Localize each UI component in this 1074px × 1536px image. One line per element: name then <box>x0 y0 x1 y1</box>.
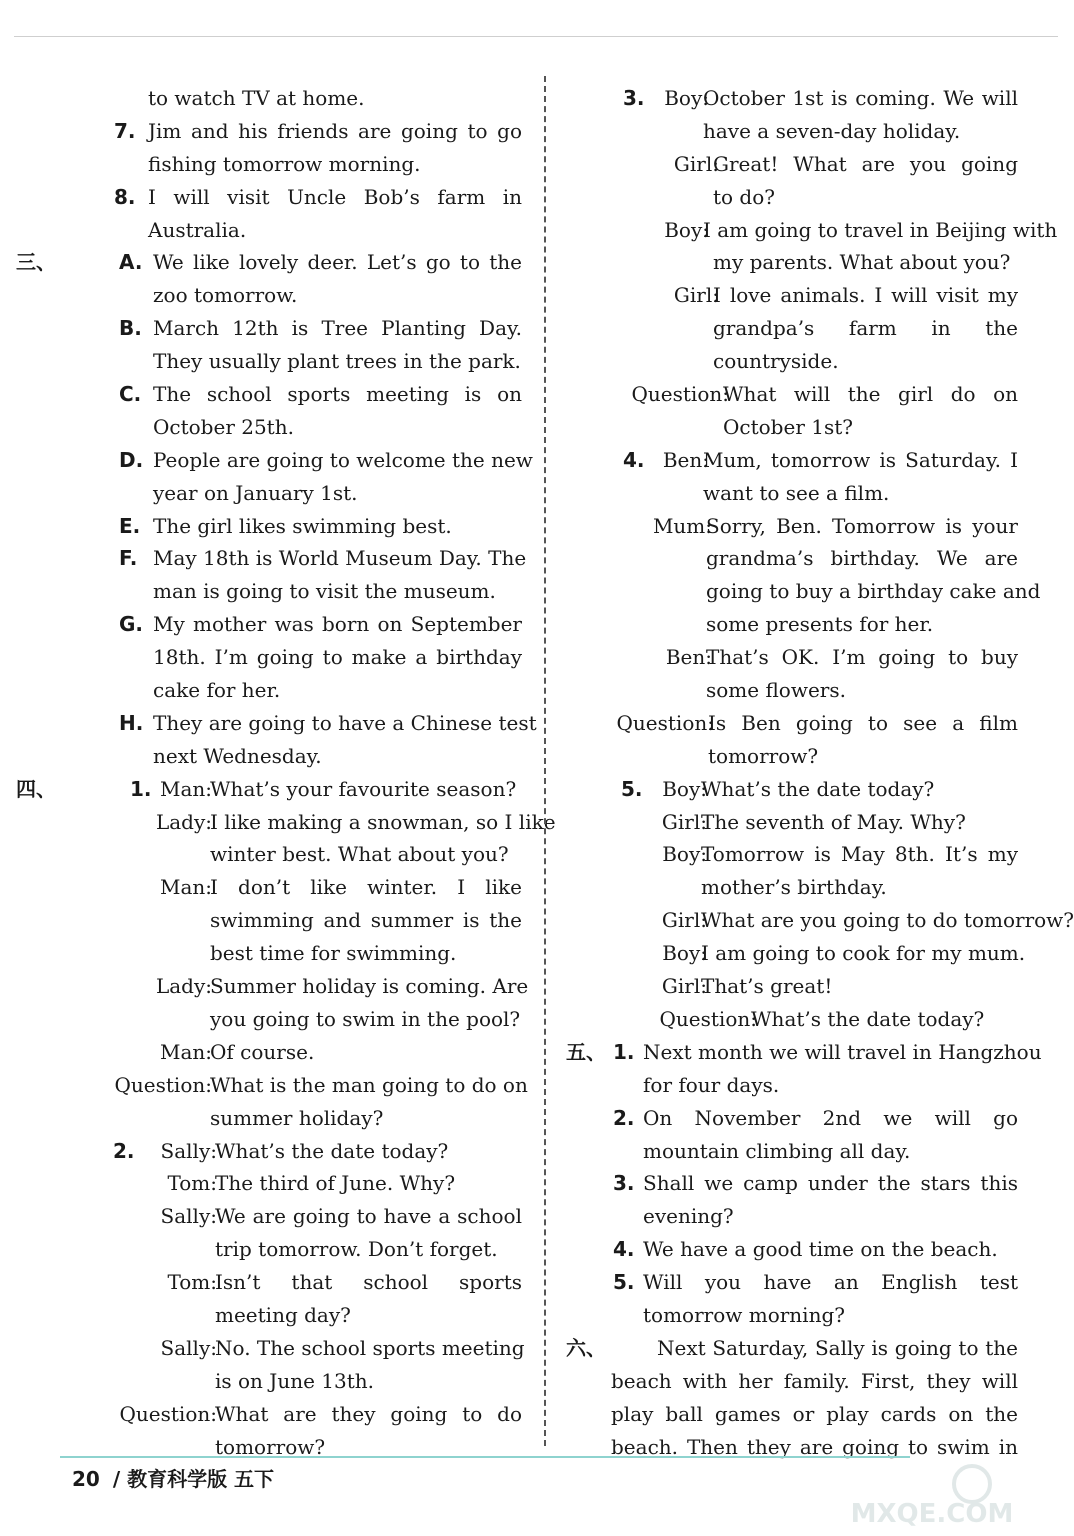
text-line <box>560 1299 1030 1332</box>
text-line <box>60 181 530 214</box>
footer-rule <box>60 1456 910 1458</box>
page-footer <box>72 1463 274 1492</box>
item-number: G. <box>119 612 144 637</box>
text-line <box>560 674 1030 707</box>
line-text: next Wednesday. <box>153 743 322 768</box>
line-text: grandma’s birthday. We are <box>706 546 1018 571</box>
line-text: mother’s birthday. <box>701 875 887 900</box>
item-number: 2. <box>113 1138 135 1163</box>
line-text: beach with her family. First, they will <box>611 1368 1018 1393</box>
text-line <box>560 1036 1042 1069</box>
line-text: swimming and summer is the <box>210 908 522 933</box>
line-text: Of course. <box>210 1039 315 1064</box>
line-text: 18th. I’m going to make a birthday <box>153 645 522 670</box>
line-text: People are going to welcome the new <box>153 447 533 472</box>
text-line <box>560 1003 1030 1036</box>
speaker-label: Ben: <box>662 447 709 472</box>
line-text: We like lovely deer. Let’s go to the <box>153 250 522 275</box>
line-text: We have a good time on the beach. <box>643 1237 998 1262</box>
text-line <box>560 246 1030 279</box>
text-line <box>560 411 1030 444</box>
text-line <box>60 740 530 773</box>
text-line <box>60 378 530 411</box>
text-line <box>560 477 1030 510</box>
text-line <box>560 608 1030 641</box>
line-text: going to buy a birthday cake and <box>706 579 1041 604</box>
line-text: cake for her. <box>153 678 281 703</box>
text-line <box>60 1069 530 1102</box>
line-text: May 18th is World Museum Day. The <box>153 546 527 571</box>
text-line <box>560 1135 1030 1168</box>
text-line <box>560 1069 1030 1102</box>
line-text: some presents for her. <box>706 612 934 637</box>
text-line <box>60 937 530 970</box>
watermark-text: MXQE.COM <box>850 1499 1014 1529</box>
text-line <box>560 1431 1030 1464</box>
line-text: I like making a snowman, so I like <box>210 809 556 834</box>
speaker-label: Boy: <box>664 86 709 110</box>
line-text: zoo tomorrow. <box>153 283 298 308</box>
speaker-label: Man: <box>159 776 212 801</box>
line-text: tomorrow morning? <box>643 1302 845 1327</box>
text-line <box>560 181 1030 214</box>
text-line <box>560 970 1030 1003</box>
line-text: winter best. What about you? <box>210 842 509 867</box>
right-column <box>560 82 1074 1463</box>
text-line <box>60 1398 530 1431</box>
line-text: some flowers. <box>706 678 846 703</box>
line-text: That’s great! <box>701 974 833 999</box>
speaker-label: Boy: <box>662 941 707 966</box>
text-line <box>60 838 530 871</box>
line-text: Next month we will travel in Hangzhou <box>643 1039 1042 1064</box>
text-line <box>60 707 537 740</box>
text-line <box>560 1233 1030 1266</box>
line-text: man is going to visit the museum. <box>153 579 496 604</box>
line-text: countryside. <box>713 349 839 374</box>
text-line <box>60 510 530 543</box>
text-line <box>60 1003 530 1036</box>
line-text: October 1st? <box>723 414 853 439</box>
text-line <box>60 1233 530 1266</box>
line-text: That’s OK. I’m going to buy <box>706 645 1018 670</box>
item-number: 5. <box>621 776 643 801</box>
text-line <box>560 904 1074 937</box>
text-line <box>560 82 1030 115</box>
text-line <box>60 1167 530 1200</box>
line-text: What is the man going to do on <box>210 1072 528 1097</box>
line-text: Will you have an English test <box>643 1270 1018 1295</box>
text-line <box>16 773 530 806</box>
line-text: mountain climbing all day. <box>643 1138 911 1163</box>
speaker-label: Tom: <box>167 1171 217 1196</box>
text-line <box>60 444 533 477</box>
text-line <box>60 1431 530 1464</box>
item-number: 1. <box>130 776 152 801</box>
speaker-label: Lady: <box>155 809 212 834</box>
text-line <box>60 871 530 904</box>
line-text: fishing tomorrow morning. <box>148 151 421 176</box>
text-line <box>560 1365 1030 1398</box>
line-text: Is Ben going to see a film <box>708 710 1018 735</box>
section-marker: 六、 <box>566 1335 606 1360</box>
line-text: My mother was born on September <box>153 612 522 637</box>
item-number: 1. <box>613 1039 635 1064</box>
text-line <box>560 214 1058 247</box>
speaker-label: Girl: <box>661 809 707 834</box>
column-divider <box>544 76 546 1446</box>
line-text: evening? <box>643 1204 734 1229</box>
text-line <box>60 411 530 444</box>
section-marker: 五、 <box>566 1039 606 1064</box>
line-text: I will visit Uncle Bob’s farm in <box>148 184 522 209</box>
line-text: tomorrow? <box>708 743 819 768</box>
line-text: want to see a film. <box>703 480 890 505</box>
line-text: The school sports meeting is on <box>153 382 522 407</box>
line-text: October 1st is coming. We will <box>703 86 1018 110</box>
item-number: F. <box>119 546 138 571</box>
text-line <box>60 1200 530 1233</box>
text-line <box>60 477 530 510</box>
item-number: 3. <box>613 1171 635 1196</box>
text-line <box>560 838 1030 871</box>
text-line <box>60 1266 530 1299</box>
watermark-circle-icon <box>954 1466 990 1502</box>
speaker-label: Girl: <box>673 283 719 308</box>
line-text: What will the girl do on <box>723 382 1018 407</box>
text-line <box>560 444 1030 477</box>
line-text: Isn’t that school sports <box>215 1270 522 1295</box>
speaker-label: Question: <box>659 1006 757 1031</box>
item-number: 2. <box>613 1105 635 1130</box>
text-line <box>560 871 1030 904</box>
text-line <box>60 970 530 1003</box>
speaker-label: Sally: <box>160 1138 217 1163</box>
line-text: I don’t like winter. I like <box>210 875 522 900</box>
text-line <box>560 1167 1030 1200</box>
section-marker: 四、 <box>16 776 56 801</box>
text-line <box>60 82 530 115</box>
line-text: We are going to have a school <box>215 1204 522 1229</box>
line-text: What are they going to do <box>215 1401 522 1426</box>
text-line <box>560 148 1030 181</box>
text-line <box>560 115 1030 148</box>
text-line <box>60 148 530 181</box>
line-text: On November 2nd we will go <box>643 1105 1018 1130</box>
line-text: grandpa’s farm in the <box>713 316 1018 341</box>
text-line <box>60 1102 530 1135</box>
line-text: best time for swimming. <box>210 941 457 966</box>
line-text: I am going to cook for my mum. <box>701 941 1026 966</box>
text-line <box>60 1135 530 1168</box>
text-line <box>60 542 530 575</box>
line-text: Tomorrow is May 8th. It’s my <box>701 842 1018 867</box>
line-text: play ball games or play cards on the <box>611 1401 1018 1426</box>
speaker-label: Question: <box>114 1072 212 1097</box>
top-rule <box>14 36 1058 37</box>
line-text: Australia. <box>148 217 247 242</box>
line-text: year on January 1st. <box>153 480 358 505</box>
line-text: What’s the date today? <box>701 776 935 801</box>
text-line <box>60 115 530 148</box>
section-marker: 三、 <box>16 250 56 275</box>
speaker-label: Girl: <box>661 908 707 933</box>
line-text: to do? <box>713 184 776 209</box>
text-line <box>560 345 1030 378</box>
line-text: What are you going to do tomorrow? <box>701 908 1074 933</box>
text-line <box>560 542 1030 575</box>
line-text: Summer holiday is coming. Are <box>210 974 529 999</box>
text-line <box>560 312 1030 345</box>
item-number: 4. <box>613 1237 635 1262</box>
line-text: Mum, tomorrow is Saturday. I <box>703 447 1018 472</box>
speaker-label: Boy: <box>662 776 707 801</box>
line-text: What’s the date today? <box>215 1138 449 1163</box>
text-line <box>60 608 530 641</box>
text-line <box>560 510 1030 543</box>
item-number: B. <box>119 316 142 341</box>
line-text: for four days. <box>643 1072 780 1097</box>
text-line <box>560 1266 1030 1299</box>
text-line <box>560 279 1030 312</box>
line-text: What’s the date today? <box>751 1006 985 1031</box>
line-text: beach. Then they are going to swim in <box>611 1434 1018 1459</box>
text-line <box>560 1332 1030 1365</box>
text-line <box>560 773 1030 806</box>
edition-label: / 教育科学版 五下 <box>112 1467 275 1491</box>
line-text: They usually plant trees in the park. <box>153 349 521 374</box>
text-line <box>60 1036 530 1069</box>
item-number: 4. <box>623 447 645 472</box>
watermark-logo <box>832 1462 1032 1532</box>
speaker-label: Ben: <box>665 645 712 670</box>
line-text: I am going to travel in Beijing with <box>703 217 1058 242</box>
speaker-label: Lady: <box>155 974 212 999</box>
line-text: Great! What are you going <box>713 151 1018 176</box>
text-line <box>560 378 1030 411</box>
text-line <box>60 312 530 345</box>
text-line <box>60 1332 530 1365</box>
text-line <box>60 806 556 839</box>
text-line <box>60 345 530 378</box>
line-text: you going to swim in the pool? <box>210 1006 521 1031</box>
line-text: They are going to have a Chinese test <box>153 710 537 735</box>
line-text: October 25th. <box>153 414 294 439</box>
left-column <box>16 82 556 1463</box>
item-number: 8. <box>114 184 136 209</box>
speaker-label: Man: <box>159 875 212 900</box>
line-text: The seventh of May. Why? <box>701 809 966 834</box>
text-line <box>60 674 530 707</box>
text-line <box>16 246 530 279</box>
line-text: trip tomorrow. Don’t forget. <box>215 1237 498 1262</box>
item-number: 3. <box>623 86 645 110</box>
item-number: D. <box>119 447 144 472</box>
text-line <box>60 1299 530 1332</box>
speaker-label: Girl: <box>673 151 719 176</box>
line-text: Jim and his friends are going to go <box>148 118 522 143</box>
item-number: H. <box>119 710 144 735</box>
line-text: meeting day? <box>215 1302 351 1327</box>
text-line <box>60 641 530 674</box>
text-line <box>60 1365 530 1398</box>
speaker-label: Mum: <box>652 513 712 538</box>
line-text: summer holiday? <box>210 1105 384 1130</box>
speaker-label: Sally: <box>160 1204 217 1229</box>
text-line <box>60 279 530 312</box>
text-line <box>560 575 1041 608</box>
item-number: 5. <box>613 1270 635 1295</box>
text-line <box>60 575 530 608</box>
item-number: C. <box>119 382 142 407</box>
speaker-label: Question: <box>616 710 714 735</box>
text-line <box>560 707 1030 740</box>
line-text: have a seven-day holiday. <box>703 118 961 143</box>
line-text: No. The school sports meeting <box>215 1335 525 1360</box>
line-text: Next Saturday, Sally is going to the <box>657 1335 1018 1360</box>
line-text: Sorry, Ben. Tomorrow is your <box>706 513 1018 538</box>
speaker-label: Question: <box>631 382 729 407</box>
item-number: E. <box>119 513 141 538</box>
line-text: I love animals. I will visit my <box>713 283 1018 308</box>
text-line <box>560 1102 1030 1135</box>
line-text: is on June 13th. <box>215 1368 374 1393</box>
line-text: March 12th is Tree Planting Day. <box>153 316 522 341</box>
text-line <box>60 214 530 247</box>
speaker-label: Girl: <box>661 974 707 999</box>
line-text: my parents. What about you? <box>713 250 1011 275</box>
text-line <box>60 904 530 937</box>
speaker-label: Boy: <box>664 217 709 242</box>
line-text: tomorrow? <box>215 1434 326 1459</box>
speaker-label: Tom: <box>167 1270 217 1295</box>
item-number: A. <box>119 250 143 275</box>
text-line <box>560 806 1030 839</box>
line-text: Shall we camp under the stars this <box>643 1171 1018 1196</box>
text-line <box>560 937 1030 970</box>
line-text: What’s your favourite season? <box>210 776 517 801</box>
speaker-label: Boy: <box>662 842 707 867</box>
speaker-label: Question: <box>119 1401 217 1426</box>
page-number: 20 <box>72 1467 100 1491</box>
speaker-label: Man: <box>159 1039 212 1064</box>
line-text: to watch TV at home. <box>148 86 365 110</box>
line-text: The third of June. Why? <box>215 1171 456 1196</box>
text-line <box>560 740 1030 773</box>
text-line <box>560 1200 1030 1233</box>
item-number: 7. <box>114 118 136 143</box>
line-text: The girl likes swimming best. <box>153 513 452 538</box>
speaker-label: Sally: <box>160 1335 217 1360</box>
text-line <box>560 1398 1030 1431</box>
text-line <box>560 641 1030 674</box>
